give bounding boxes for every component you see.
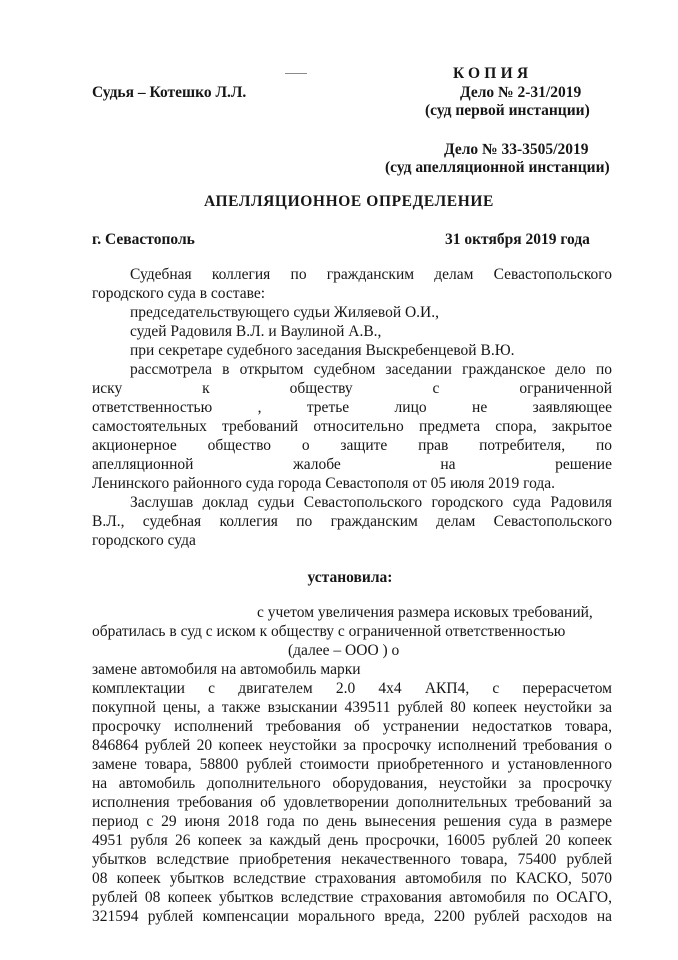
place: г. Севастополь <box>92 231 195 248</box>
scan-artifact <box>285 73 307 74</box>
instance-first: (суд первой инстанции) <box>425 102 590 119</box>
body-line: замене автомобиля на автомобиль марки <box>92 661 361 678</box>
instance-appeal: (суд апелляционной инстанции) <box>385 159 610 176</box>
body-line: убытков вследствие приобретения некачественного товара, 75400 рублей <box>92 851 612 868</box>
body-line: В.Л., судебная коллегия по гражданским делам Севастопольского <box>92 513 612 530</box>
body-line: апелляционной жалобе на решение <box>92 456 612 473</box>
document-title: АПЕЛЛЯЦИОННОЕ ОПРЕДЕЛЕНИЕ <box>204 193 494 210</box>
body-line: исполнения требования об удовлетворении дополнительных требований за <box>92 794 612 811</box>
body-line: обратилась в суд с иском к обществу с ограниченной ответственностью <box>92 623 566 640</box>
body-line: рассмотрела в открытом судебном заседании гражданское дело по <box>130 361 612 378</box>
copy-mark: КОПИЯ <box>453 65 533 82</box>
body-line: с учетом увеличения размера исковых требований, <box>257 604 593 621</box>
body-line: акционерное общество о защите прав потребителя, по <box>92 437 612 454</box>
body-line: при секретаре судебного заседания Выскребенцевой В.Ю. <box>130 342 515 359</box>
case-number-first: Дело № 2-31/2019 <box>460 84 582 101</box>
body-line: 08 копеек убытков вследствие страхования автомобиля по КАСКО, 5070 <box>92 870 612 887</box>
body-line: самостоятельных требований относительно предмета спора, закрытое <box>92 418 612 435</box>
case-number-appeal: Дело № 33-3505/2019 <box>444 141 589 158</box>
body-line: 846864 рублей 20 копеек неустойки за просрочку исполнений требования о <box>92 737 612 754</box>
body-line: Заслушав доклад судьи Севастопольского городского суда Радовиля <box>130 494 612 511</box>
body-line: на автомобиль дополнительного оборудования, неустойки за просрочку <box>92 775 612 792</box>
body-line: Ленинского районного суда города Севастополя от 05 июля 2019 года. <box>92 475 556 492</box>
body-line: покупной цены, а также взыскании 439511 рублей 80 копеек неустойки за <box>92 699 612 716</box>
body-line: иску к обществу с ограниченной <box>92 380 612 397</box>
body-line: замене товара, 58800 рублей стоимости приобретенного и установленного <box>92 756 612 773</box>
body-line: рублей 08 копеек убытков вследствие страхования автомобиля по ОСАГО, <box>92 889 612 906</box>
body-line: ответственностью , третье лицо не заявляющее <box>92 399 612 416</box>
body-line: судей Радовиля В.Л. и Ваулиной А.В., <box>130 323 382 340</box>
section-heading: установила: <box>307 569 393 586</box>
body-line: период с 29 июня 2018 года по день вынесения решения суда в размере <box>92 813 612 830</box>
body-line: председательствующего судьи Жиляевой О.И., <box>130 304 440 321</box>
body-line: Судебная коллегия по гражданским делам Севастопольского <box>130 266 612 283</box>
judge-name: Судья – Котешко Л.Л. <box>92 84 247 101</box>
body-line: 321594 рублей компенсации морального вреда, 2200 рублей расходов на <box>92 908 612 925</box>
body-line: просрочку исполнений требования об устранении недостатков товара, <box>92 718 612 735</box>
body-line: комплектации с двигателем 2.0 4х4 АКП4, с перерасчетом <box>92 680 612 697</box>
body-line: городского суда в составе: <box>92 285 266 302</box>
body-line: (далее – ООО ) о <box>288 642 400 659</box>
date: 31 октября 2019 года <box>445 231 590 248</box>
body-line: городского суда <box>92 532 196 549</box>
body-line: 4951 рубля 26 копеек за каждый день просрочки, 16005 рублей 20 копеек <box>92 832 612 849</box>
